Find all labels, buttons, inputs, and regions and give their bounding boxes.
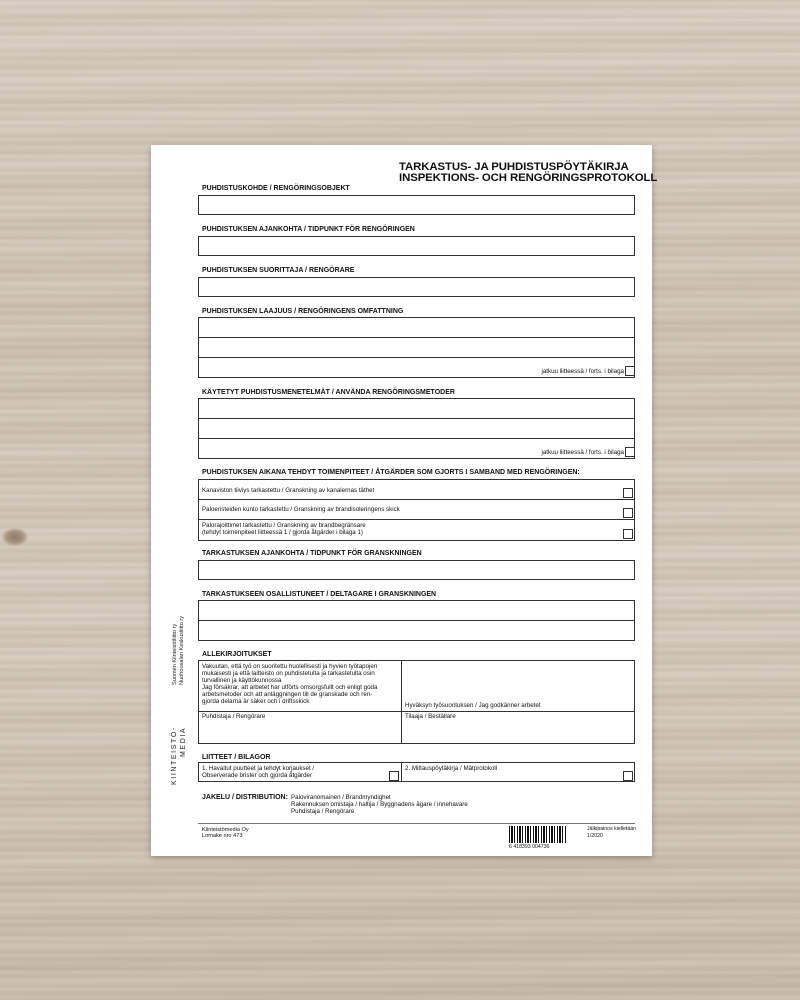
participants-rule bbox=[198, 620, 635, 621]
form-sheet bbox=[151, 145, 658, 856]
attachment-item-1b: Observerade brister och gjorda åtgärder bbox=[202, 772, 313, 779]
declaration-line: arbetsmetoder och att anläggningen till de granskade och ren- bbox=[202, 691, 373, 698]
declaration-line: mukaisesti ja että laitteisto on puhdistetulta ja tarkastetulta osin bbox=[202, 670, 375, 677]
signer-left-label: Puhdistaja / Rengörare bbox=[202, 713, 266, 720]
attachment-checkbox-2[interactable] bbox=[623, 771, 633, 781]
scope-continued-label: jatkuu liitteessä / forts. i bilaga bbox=[541, 368, 624, 375]
footer-company: Kiinteistömedia Oy bbox=[202, 827, 249, 833]
logo-text-1: KIINTEISTÖ- bbox=[171, 726, 178, 785]
edition-label: 1/2020 bbox=[587, 833, 603, 839]
declaration-line: turvallinen ja käyttökunnossa bbox=[202, 677, 282, 684]
attachments-label: LIITTEET / BILAGOR bbox=[202, 754, 271, 761]
participants-label: TARKASTUKSEEN OSALLISTUNEET / DELTAGARE I GRANSKNINGEN bbox=[202, 591, 437, 598]
measure-item-3-note: (tehdyt toimenpiteet liitteessä 1 / gjorda åtgärder i bilaga 1) bbox=[202, 529, 363, 536]
signatures-label: ALLEKIRJOITUKSET bbox=[202, 651, 272, 658]
wood-knot bbox=[2, 528, 28, 546]
measure-item-3: Palorajoittimet tarkastettu / Granskning av brandbegränsare bbox=[202, 522, 366, 529]
performer-field[interactable] bbox=[198, 277, 635, 297]
inspection-time-label: TARKASTUKSEN AJANKOHTA / TIDPUNKT FÖR GRANSKNINGEN bbox=[202, 550, 422, 557]
attachment-item-2: 2. Mittauspöytäkirja / Mätprotokoll bbox=[405, 765, 498, 772]
barcode bbox=[509, 826, 567, 843]
methods-rule-2 bbox=[198, 438, 635, 439]
measures-rule-1 bbox=[198, 499, 635, 500]
barcode-number: 6 418393 004736 bbox=[509, 844, 550, 850]
client-signature-field[interactable] bbox=[402, 720, 634, 743]
footer-form-number: Lomake nro 473 bbox=[202, 833, 243, 839]
time-label: PUHDISTUKSEN AJANKOHTA / TIDPUNKT FÖR RENGÖRINGEN bbox=[202, 226, 415, 233]
object-label: PUHDISTUSKOHDE / RENGÖRINGSOBJEKT bbox=[202, 185, 350, 192]
performer-label: PUHDISTUKSEN SUORITTAJA / RENGÖRARE bbox=[202, 267, 355, 274]
attachment-checkbox-1[interactable] bbox=[389, 771, 399, 781]
distribution-item-1: Paloviranomainen / Brandmyndighet bbox=[291, 794, 391, 801]
scope-rule-2 bbox=[198, 357, 635, 358]
measures-label: PUHDISTUKSEN AIKANA TEHDYT TOIMENPITEET / ÅTGÄRDER SOM GJORTS I SAMBAND MED RENGÖRINGEN: bbox=[202, 469, 580, 476]
methods-rule-1 bbox=[198, 418, 635, 419]
declaration-text bbox=[202, 663, 377, 705]
title-sv: INSPEKTIONS- OCH RENGÖRINGSPROTOKOLL bbox=[399, 172, 658, 184]
measure-checkbox-3[interactable] bbox=[623, 529, 633, 539]
declaration-line: Vakuutan, että työ on suoritettu huolellisesti ja hyvien työtapojen bbox=[202, 663, 378, 670]
declaration-line: gjorda delarna är säker och i driftsskick bbox=[202, 698, 310, 705]
time-field[interactable] bbox=[198, 236, 635, 256]
signatures-rule bbox=[198, 711, 635, 712]
attachments-divider bbox=[401, 762, 402, 782]
distribution-item-2: Rakennuksen omistaja / haltija / Byggnadens ägare / innehavare bbox=[291, 801, 468, 808]
title-fi: TARKASTUS- JA PUHDISTUSPÖYTÄKIRJA bbox=[399, 161, 629, 173]
footer-rule bbox=[198, 823, 635, 824]
measure-checkbox-2[interactable] bbox=[623, 508, 633, 518]
measure-item-2: Paloeristeiden kunto tarkastettu / Granskning av brandisoleringens skick bbox=[202, 506, 400, 513]
measure-item-1: Kanaviston tiiviys tarkastettu / Granskning av kanalernas täthet bbox=[202, 487, 375, 494]
scope-continued-checkbox[interactable] bbox=[625, 366, 635, 376]
measure-checkbox-1[interactable] bbox=[623, 488, 633, 498]
distribution-label: JAKELU / DISTRIBUTION: bbox=[202, 794, 288, 801]
object-field[interactable] bbox=[198, 195, 635, 215]
scope-label: PUHDISTUKSEN LAAJUUS / RENGÖRINGENS OMFATTNING bbox=[202, 308, 404, 315]
declaration-line: Jag försäkrar, att arbetet har utförts omsorgsfullt och enligt goda bbox=[202, 684, 378, 691]
distribution-item-3: Puhdistaja / Rengörare bbox=[291, 808, 355, 815]
approval-text: Hyväksyn työsuorituksen / Jag godkänner arbetet bbox=[405, 702, 541, 709]
methods-label: KÄYTETYT PUHDISTUSMENETELMÄT / ANVÄNDA RENGÖRINGSMETODER bbox=[202, 389, 455, 396]
reprint-label: Jälkipainos kielletään bbox=[587, 826, 637, 832]
logo-text-2: MEDIA bbox=[180, 726, 187, 757]
side-publisher-1: Suomen Kiinteistöliitto ry bbox=[172, 623, 178, 685]
cleaner-signature-field[interactable] bbox=[199, 720, 400, 743]
signer-right-label: Tilaaja / Beställare bbox=[405, 713, 456, 720]
scope-rule-1 bbox=[198, 337, 635, 338]
methods-continued-checkbox[interactable] bbox=[625, 447, 635, 457]
attachment-item-1: 1. Havaitut puutteet ja tehdyt korjaukset / bbox=[202, 765, 315, 772]
measures-rule-2 bbox=[198, 519, 635, 520]
methods-continued-label: jatkuu liitteessä / forts. i bilaga bbox=[541, 449, 624, 456]
side-publisher-2: Nuohousalan Keskusliitto ry bbox=[179, 615, 185, 685]
inspection-time-field[interactable] bbox=[198, 560, 635, 580]
